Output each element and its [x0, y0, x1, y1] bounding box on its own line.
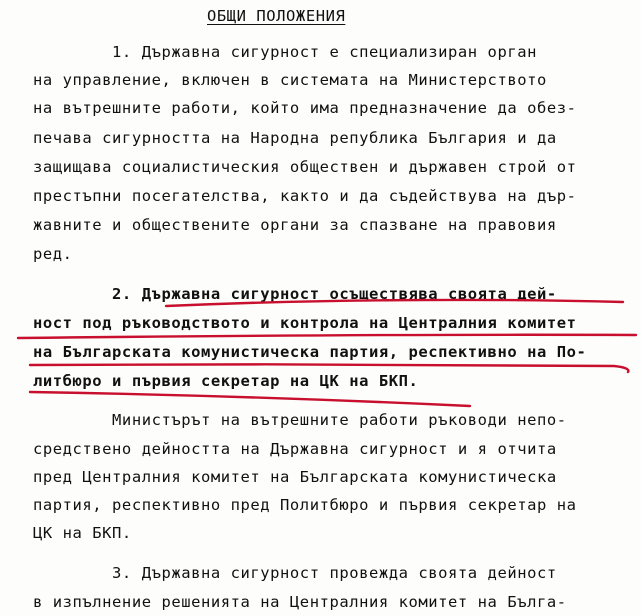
p1-line-2: на управление, включен в системата на Министерството — [33, 71, 547, 89]
p1-line-8: ред. — [33, 245, 73, 263]
p3-line-2: средствено дейността на Държавна сигурност и я отчита — [33, 440, 557, 458]
p2-line-3: на Българската комунистическа партия, респективно на По- — [33, 343, 587, 361]
p1-line-3: на вътрешните работи, който има предназначение да обез- — [33, 99, 577, 117]
p4-line-1: 3. Държавна сигурност провежда своята дейност — [33, 564, 557, 582]
p3-line-1: Министърът на вътрешните работи ръководи непо- — [33, 411, 567, 429]
red-underline-stroke-4 — [30, 392, 470, 406]
section-heading: ОБЩИ ПОЛОЖЕНИЯ — [207, 7, 346, 25]
p1-line-5: защищава социалистическия обществен и държавен строй от — [33, 158, 577, 176]
p1-line-7: жавните и обществените органи за спазване на правовия — [33, 216, 557, 234]
p3-line-4: партия, респективно пред Политбюро и първия секретар на — [33, 496, 577, 514]
p1-line-6: престъпни посегателства, както и да съдействува на дър- — [33, 187, 577, 205]
p3-line-5: ЦК на БКП. — [33, 524, 132, 542]
p2-line-4: литбюро и първия секретар на ЦК на БКП. — [33, 372, 419, 390]
p2-line-2: ност под ръководството и контрола на Централния комитет — [33, 314, 577, 332]
p4-line-2: в изпълнение решенията на Централния комитет на Бълга- — [33, 593, 567, 611]
red-underline-stroke-2 — [18, 335, 636, 338]
p3-line-3: пред Централния комитет на Българската комунистическа — [33, 468, 557, 486]
p1-line-4: печава сигурността на Народна република България и да — [33, 129, 557, 147]
p2-line-1: 2. Държавна сигурност осъществява своята дей- — [33, 285, 557, 303]
p1-line-1: 1. Държавна сигурност е специализиран орган — [33, 43, 537, 61]
